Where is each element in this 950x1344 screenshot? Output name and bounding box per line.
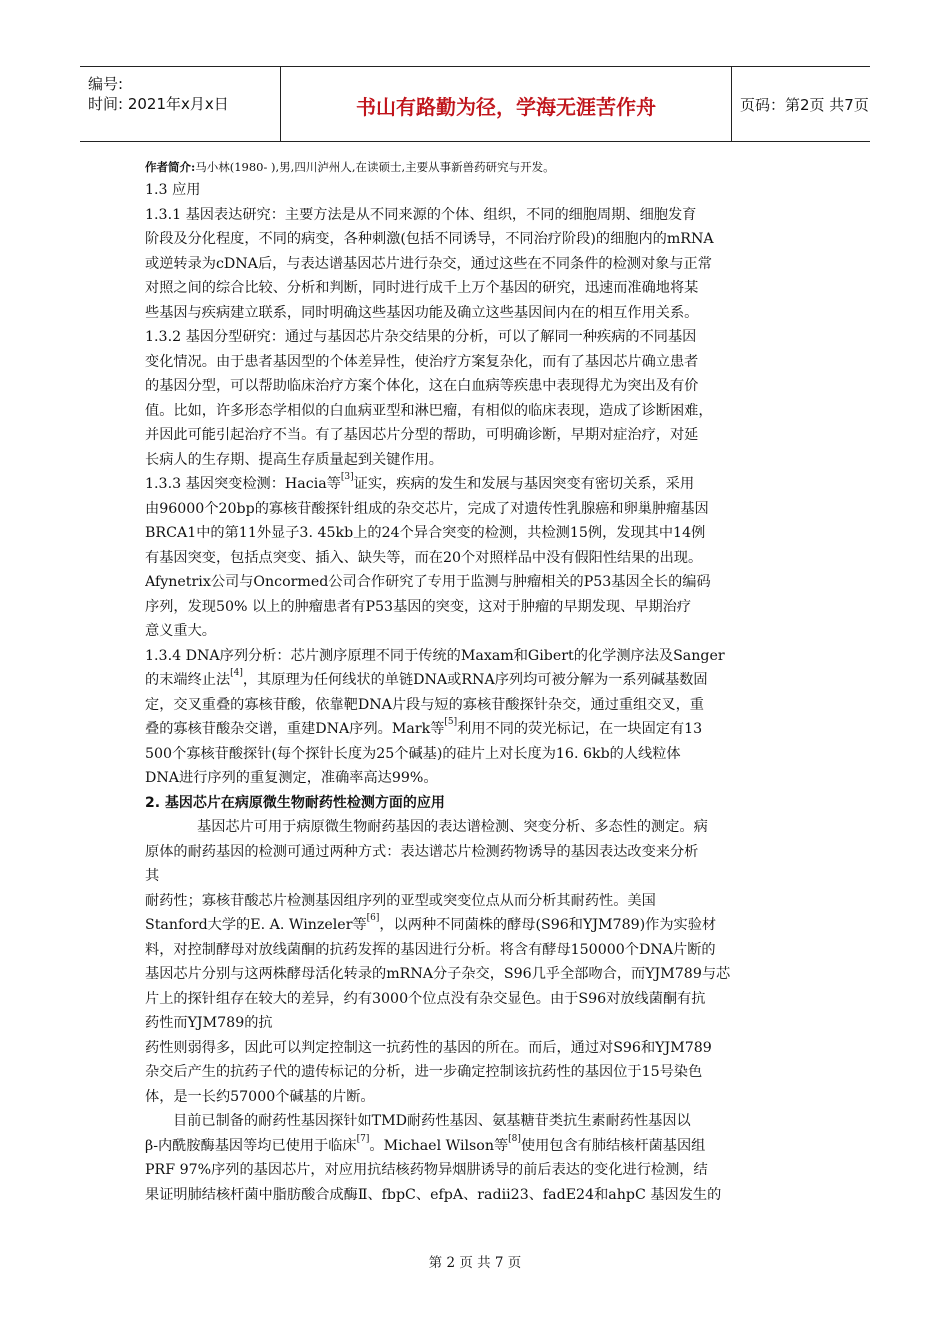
paragraph-line: 对照之间的综合比较、分析和判断，同时进行成千上万个基因的研究，迅速而准确地将某 [145,280,699,296]
paragraph-line: 序列，发现50% 以上的肿瘤患者有P53基因的突变，这对于肿瘤的早期发现、早期治疗 [145,598,692,615]
author-intro-label: 作者简介: [145,160,196,174]
paragraph-line: 变化情况。由于患者基因型的个体差异性，使治疗方案复杂化，而有了基因芯片确立患者 [145,353,699,370]
paragraph-line: 基因芯片可用于病原微生物耐药基因的表达谱检测、突变分析、多态性的测定。病 [197,819,708,835]
paragraph-line-with-citation: 的末端终止法[4]，其原理为任何线状的单链DNA或RNA序列均可被分解为一系列碱基数固 [145,668,708,688]
paragraph-line: 由96000个20bp的寡核苷酸探针组成的杂交芯片，完成了对遗传性乳腺癌和卵巢肿瘤基因 [145,500,709,517]
paragraph-line: 值。比如，许多形态学相似的白血病亚型和淋巴瘤，有相似的临床表现，造成了诊断困难， [145,402,713,419]
paragraph-line: 目前已制备的耐药性基因探针如TMD耐药性基因、氨基糖苷类抗生素耐药性基因以 [173,1113,691,1129]
paragraph-line: 500个寡核苷酸探针(每个探针长度为25个碱基)的硅片上对长度为16. 6kb的人线粒体 [145,745,681,762]
paragraph-line: 果证明肺结核杆菌中脂肪酸合成酶Ⅱ、fbpC、efpA、radii23、fadE24和ahpC 基因发生的 [145,1186,722,1203]
paragraph-line: 长病人的生存期、提高生存质量起到关键作用。 [145,451,443,468]
paragraph-line: 基因芯片分别与这两株酵母活化转录的mRNA分子杂交，S96几乎全部吻合，而YJM789与芯 [145,966,731,982]
motto: 书山有路勤为径，学海无涯苦作舟 [356,95,656,119]
page-number-label: 页码：第2页 共7页 [740,96,869,114]
section-heading-2: 2. 基因芯片在病原微生物耐药性检测方面的应用 [145,794,445,811]
page-footer: 第 2 页 共 7 页 [428,1255,522,1271]
paragraph-line: 料，对控制酵母对放线菌酮的抗药发挥的基因进行分析。将含有酵母150000个DNA片断的 [145,941,716,958]
paragraph-line: PRF 97%序列的基因芯片，对应用抗结核药物异烟肼诱导的前后表达的变化进行检测，结 [145,1162,708,1178]
paragraph-line: DNA进行序列的重复测定，准确率高达99%。 [145,770,438,786]
citation: [5] [444,717,458,727]
number-label: 编号: [88,75,124,93]
author-intro-text: 马小林(1980- ),男,四川泸州人,在读硕士,主要从事新兽药研究与开发。 [195,160,555,174]
header-right-cell [730,67,870,141]
paragraph-line: 定，交叉重叠的寡核苷酸，依靠靶DNA片段与短的寡核苷酸探针杂交，通过重组交叉，重 [145,696,704,713]
paragraph-line: 原体的耐药基因的检测可通过两种方式：表达谱芯片检测药物诱导的基因表达改变来分析 [145,843,699,860]
paragraph-line: 些基因与疾病建立联系，同时明确这些基因功能及确立这些基因间内在的相互作用关系。 [145,304,699,321]
paragraph-line: 并因此可能引起治疗不当。有了基因芯片分型的帮助，可明确诊断，早期对症治疗，对延 [145,427,699,443]
citation: [3] [340,472,354,482]
paragraph-line: 其 [145,868,160,884]
paragraph-line: 片上的探针组存在较大的差异，约有3000个位点没有杂交显色。由于S96对放线菌酮有抗 [145,990,706,1007]
paragraph-line: BRCA1中的第11外显子3. 45kb上的24个异合突变的检测，共检测15例，发现其中14例 [145,525,706,541]
paragraph-line: 1.3.2 基因分型研究：通过与基因芯片杂交结果的分析，可以了解同一种疾病的不同基因 [145,329,697,345]
paragraph-line: 或逆转录为cDNA后，与表达谱基因芯片进行杂交，通过这些在不同条件的检测对象与正常 [145,255,712,272]
header-motto-cell [280,67,732,141]
paragraph-line: 药性而YJM789的抗 [145,1015,273,1031]
paragraph-line-with-citation: β-内酰胺酶基因等均已使用于临床[7]。Michael Wilson等[8]使用包含有肺结核杆菌基因组 [145,1133,706,1154]
citation: [6] [366,913,380,923]
author-intro [145,156,805,178]
paragraph-line: 体，是一长约57000个碱基的片断。 [145,1088,375,1105]
paragraph-line: 1.3.4 DNA序列分析：芯片测序原理不同于传统的Maxam和Gibert的化学测序法及Sanger [145,647,725,664]
document-body [145,156,805,1207]
paragraph-line: 的基因分型，可以帮助临床治疗方案个体化，这在白血病等疾患中表现得尤为突出及有价 [145,378,699,394]
paragraph-line: 耐药性；寡核苷酸芯片检测基因组序列的亚型或突变位点从而分析其耐药性。美国 [145,892,656,909]
paragraph-line: 杂交后产生的抗药子代的遗传标记的分析，进一步确定控制该抗药性的基因位于15号染色 [145,1064,703,1080]
section-heading: 1.3 应用 [145,182,201,198]
paragraph-line: 有基因突变，包括点突变、插入、缺失等，而在20个对照样品中没有假阳性结果的出现。 [145,549,703,566]
paragraph-line-with-citation: 1.3.3 基因突变检测：Hacia等[3]证实，疾病的发生和发展与基因突变有密切关系，采用 [145,472,695,492]
citation: [7] [356,1133,370,1144]
paragraph-line-with-citation: 叠的寡核苷酸杂交谱，重建DNA序列。Mark等[5]利用不同的荧光标记，在一块固定有13 [145,717,703,737]
header-left-cell [80,67,280,141]
citation: [8] [508,1133,521,1144]
paragraph-line-with-citation: Stanford大学的E. A. Winzeler等[6]，以两种不同菌株的酵母(S96和YJM789)作为实验材 [145,913,717,933]
page-header [80,66,870,142]
paragraph-line: 意义重大。 [145,623,216,639]
paragraph-line: Afynetrix公司与Oncormed公司合作研究了专用于监测与肿瘤相关的P53基因全长的编码 [145,574,711,590]
paragraph-line: 1.3.1 基因表达研究：主要方法是从不同来源的个体、组织，不同的细胞周期、细胞发育 [145,206,697,223]
time-label: 时间: 2021年x月x日 [88,95,229,113]
citation: [4] [230,668,243,678]
paragraph-line: 药性则弱得多，因此可以判定控制这一抗药性的基因的所在。而后，通过对S96和YJM789 [145,1039,712,1056]
paragraph-line: 阶段及分化程度，不同的病变，各种刺激(包括不同诱导，不同治疗阶段)的细胞内的mRNA [145,231,714,247]
